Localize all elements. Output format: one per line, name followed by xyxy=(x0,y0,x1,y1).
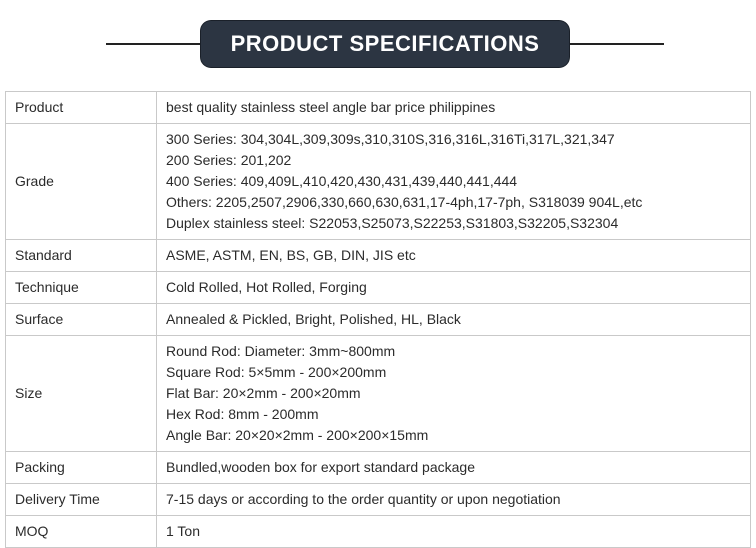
table-row-moq xyxy=(6,516,751,548)
row-value xyxy=(157,336,751,452)
row-label: MOQ xyxy=(6,516,157,548)
value-line: Others: 2205,2507,2906,330,660,630,631,17-4ph,17-7ph, S318039 904L,etc xyxy=(166,194,643,210)
value-line: Round Rod: Diameter: 3mm~800mm xyxy=(166,343,396,359)
row-value: ASME, ASTM, EN, BS, GB, DIN, JIS etc xyxy=(157,240,751,272)
value-line: Flat Bar: 20×2mm - 200×20mm xyxy=(166,385,361,401)
row-label: Size xyxy=(6,336,157,452)
value-line: Angle Bar: 20×20×2mm - 200×200×15mm xyxy=(166,427,429,443)
row-value: 1 Ton xyxy=(157,516,751,548)
table-row-technique xyxy=(6,272,751,304)
page-title: PRODUCT SPECIFICATIONS xyxy=(201,21,569,67)
section-header xyxy=(0,0,756,88)
header-rule-right xyxy=(566,43,664,45)
table-row-packing xyxy=(6,452,751,484)
row-label: Technique xyxy=(6,272,157,304)
table-row-surface xyxy=(6,304,751,336)
row-label: Product xyxy=(6,92,157,124)
table-row-grade xyxy=(6,124,751,240)
specifications-table xyxy=(5,91,751,548)
row-label: Standard xyxy=(6,240,157,272)
value-line: Hex Rod: 8mm - 200mm xyxy=(166,406,319,422)
row-label: Delivery Time xyxy=(6,484,157,516)
table-row-product xyxy=(6,92,751,124)
header-rule-left xyxy=(106,43,206,45)
value-line: Square Rod: 5×5mm - 200×200mm xyxy=(166,364,387,380)
value-line: 200 Series: 201,202 xyxy=(166,152,292,168)
value-line: Duplex stainless steel: S22053,S25073,S22253,S31803,S32205,S32304 xyxy=(166,215,619,231)
row-value: 7-15 days or according to the order quantity or upon negotiation xyxy=(157,484,751,516)
value-line: 400 Series: 409,409L,410,420,430,431,439,440,441,444 xyxy=(166,173,518,189)
row-value: Bundled,wooden box for export standard package xyxy=(157,452,751,484)
row-value: Annealed & Pickled, Bright, Polished, HL, Black xyxy=(157,304,751,336)
row-label: Grade xyxy=(6,124,157,240)
row-label: Packing xyxy=(6,452,157,484)
table-row-size xyxy=(6,336,751,452)
value-line: 300 Series: 304,304L,309,309s,310,310S,316,316L,316Ti,317L,321,347 xyxy=(166,131,615,147)
row-label: Surface xyxy=(6,304,157,336)
table-row-standard xyxy=(6,240,751,272)
row-value: Cold Rolled, Hot Rolled, Forging xyxy=(157,272,751,304)
row-value xyxy=(157,124,751,240)
table-row-delivery-time xyxy=(6,484,751,516)
row-value: best quality stainless steel angle bar price philippines xyxy=(157,92,751,124)
